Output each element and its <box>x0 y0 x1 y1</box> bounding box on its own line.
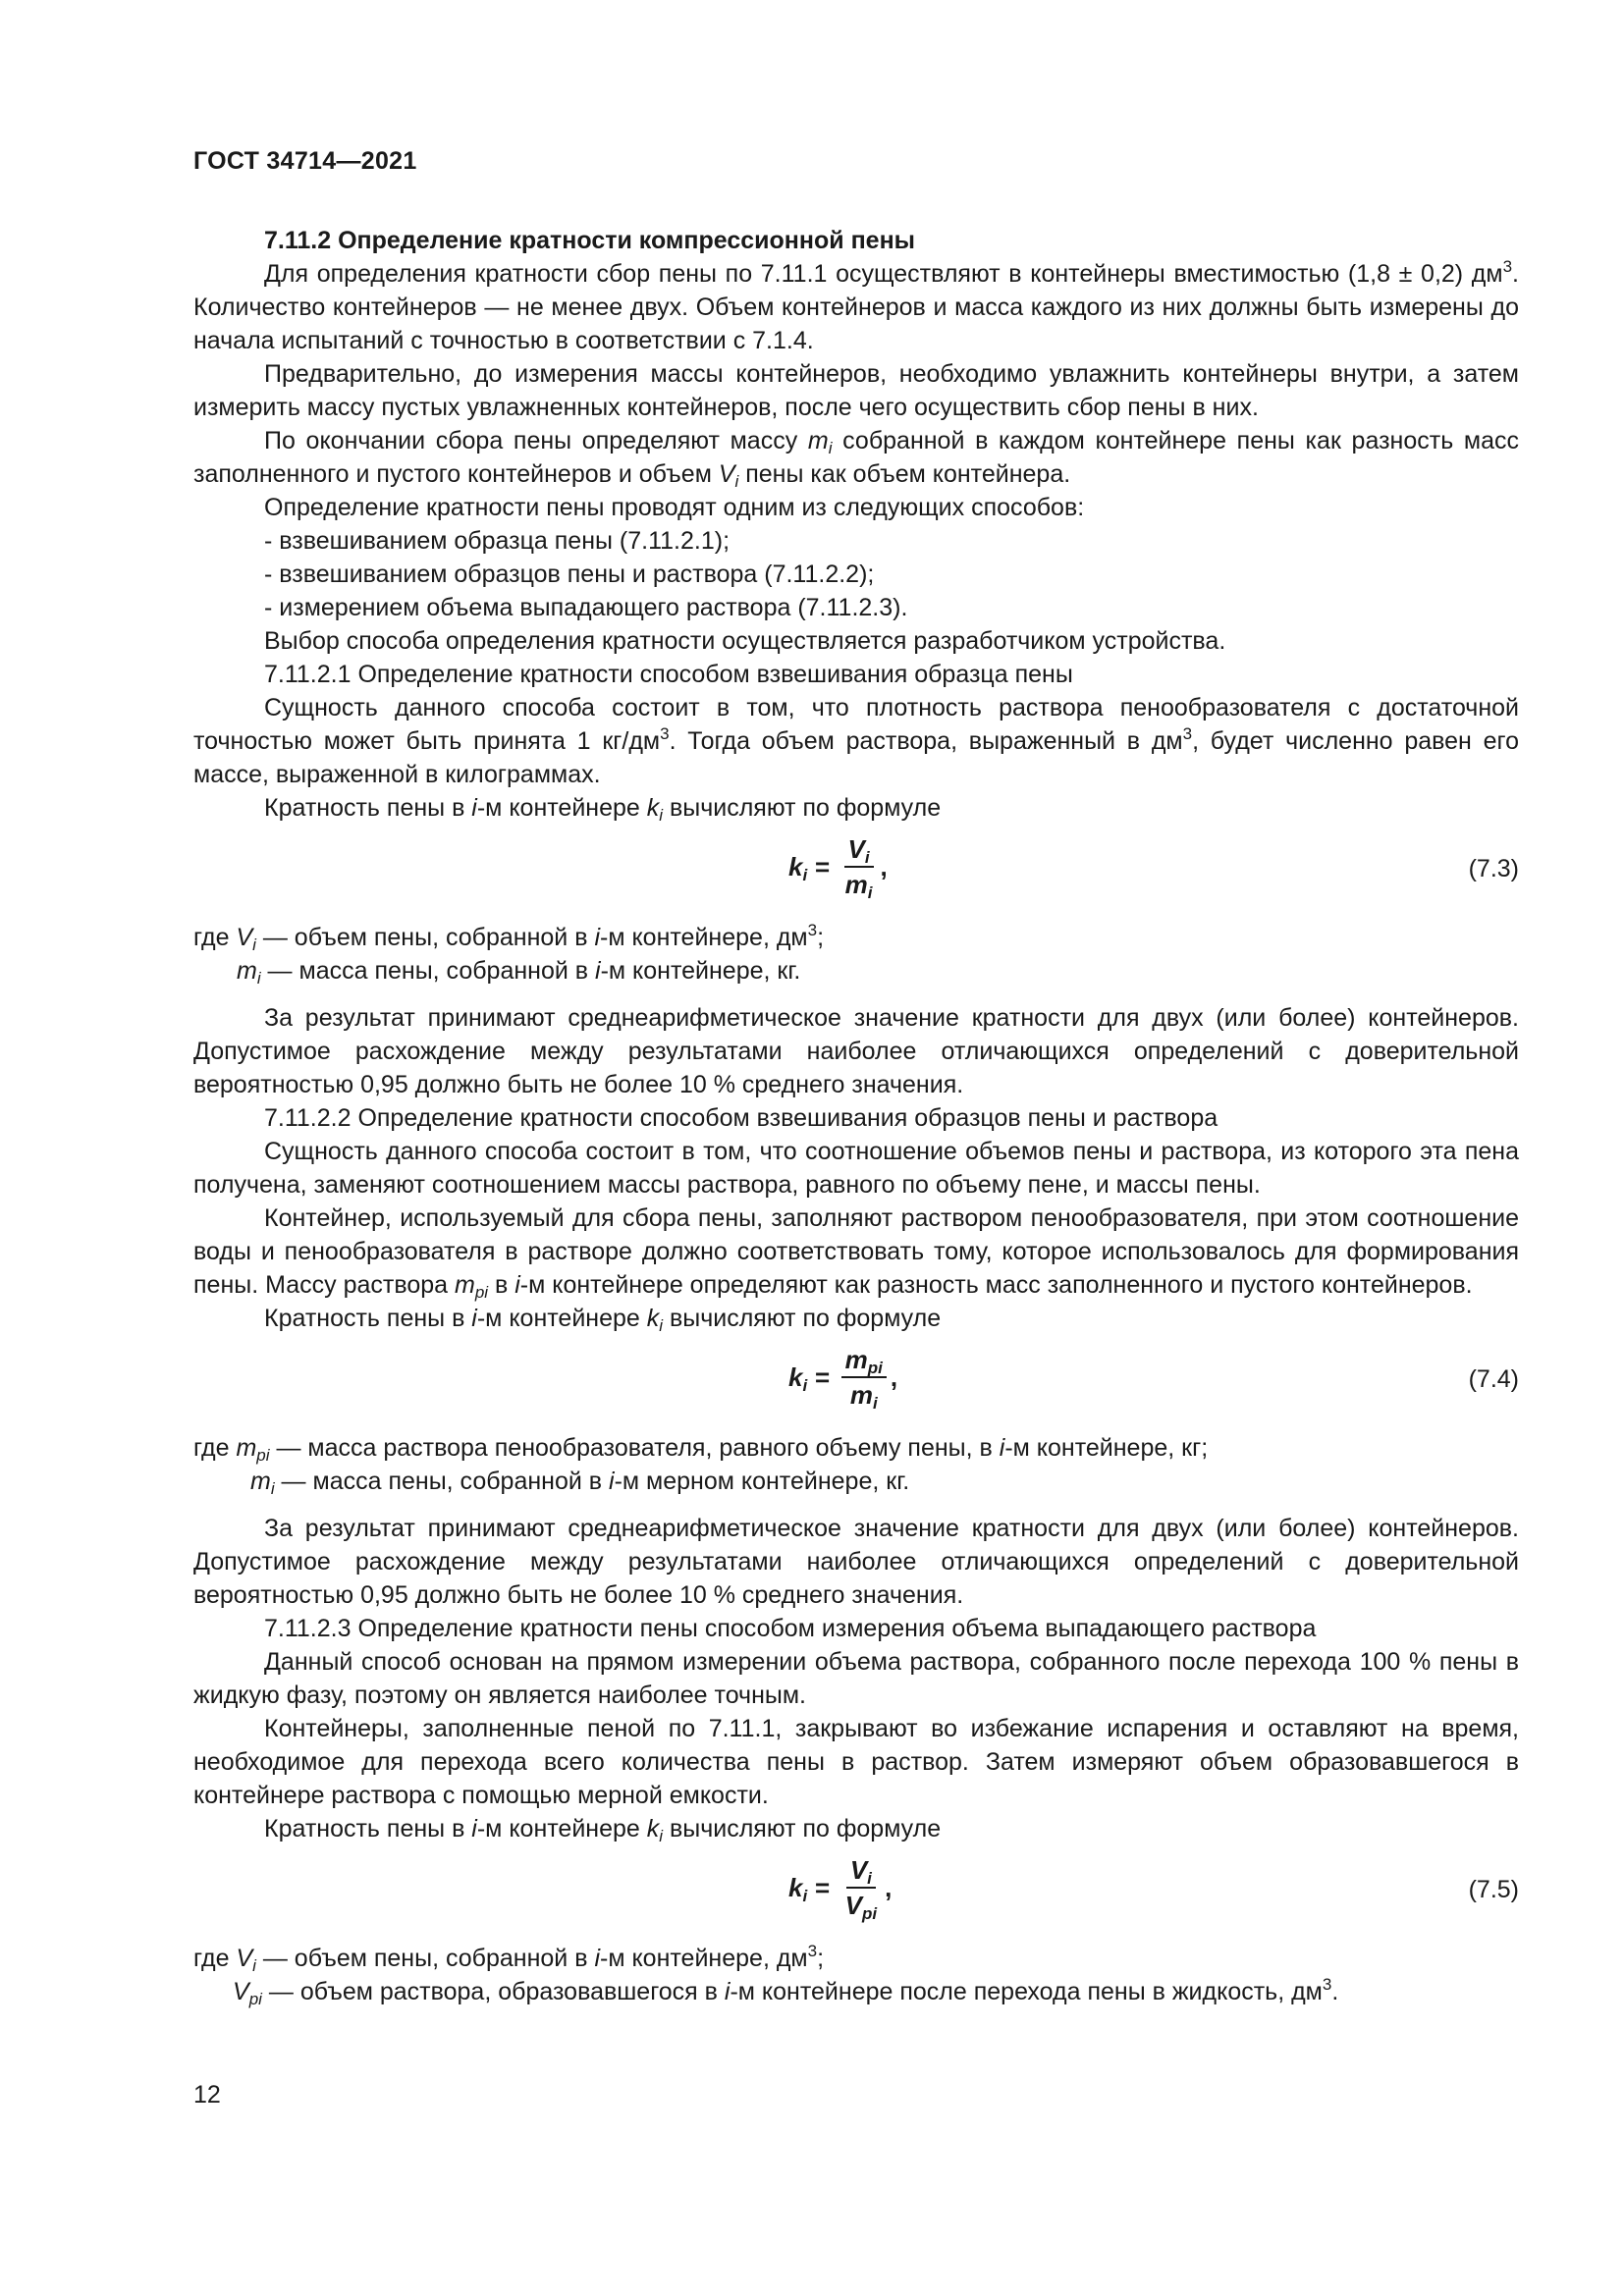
paragraph: Кратность пены в i-м контейнере $k_i$ вычисляют по формуле <box>264 794 942 825</box>
formula-7-3: $k_i$ = $\frac{V_i}{m_i}$ , (7.3) <box>788 834 1519 902</box>
paragraph: По окончании сбора пены определяют массу $m_i$ собранной в каждом контейнере пены как разность масс заполненного и пустого контейнеров и объем $V_i$ пены как объем контейнера. <box>193 427 1519 491</box>
section-title: 7.11.2 Определение кратности компрессионной пены <box>264 227 916 254</box>
where-block: где $m_{pi}$ — масса раствора пенообразователя, равного объему пены, в i-м контейнере, кг; $m_i$ — масса пены, собранной в i-м мерном контейнере, кг. <box>193 1434 1209 1498</box>
paragraph: Сущность данного способа состоит в том, что плотность раствора пенообразователя с достаточной точностью может быть принята 1 $кг/дм^3$. Тогда объем раствора, выраженный в $дм^3$, будет численно равен его массе, выраженной в килограммах. <box>193 694 1520 788</box>
where-block: где $V_i$ — объем пены, собранной в i-м контейнере, $дм^3$; $V_{pi}$ — объем раствора, образовавшегося в i-м контейнере после перехода пены в жидкость, $дм^3$. <box>193 1942 1339 2008</box>
page-body <box>193 224 1519 2008</box>
subsection-title: 7.11.2.2 Определение кратности способом взвешивания образцов пены и раствора <box>264 1104 1218 1132</box>
paragraph: За результат принимают среднеарифметическое значение кратности для двух (или более) контейнеров. Допустимое расхождение между результатами наиболее отличающихся определений с доверительной вероятностью 0,95 должно быть не более 10 % среднего значения. <box>193 1515 1519 1609</box>
equation-number: (7.4) <box>1468 1365 1519 1393</box>
document-code: ГОСТ 34714—2021 <box>193 147 417 175</box>
list-item: - взвешиванием образцов пены и раствора (7.11.2.2); <box>264 561 875 588</box>
list-item: - измерением объема выпадающего раствора (7.11.2.3). <box>264 594 908 621</box>
where-block: где $V_i$ — объем пены, собранной в i-м контейнере, $дм^3$; $m_i$ — масса пены, собранной в i-м контейнере, кг. <box>193 921 825 988</box>
paragraph: Определение кратности пены проводят одним из следующих способов: <box>264 494 1085 521</box>
paragraph: Контейнер, используемый для сбора пены, заполняют раствором пенообразователя, при этом соотношение воды и пенообразователя в растворе должно соответствовать тому, которое использовалось для формирования пены. Массу раствора $m_{pi}$ в i-м контейнере определяют как разность масс заполненного и пустого контейнеров. <box>193 1204 1519 1302</box>
list-item: - взвешиванием образца пены (7.11.2.1); <box>264 527 731 555</box>
paragraph: Предварительно, до измерения массы контейнеров, необходимо увлажнить контейнеры внутри, а затем измерить массу пустых увлажненных контейнеров, после чего осуществить сбор пены в них. <box>193 360 1519 421</box>
paragraph: Сущность данного способа состоит в том, что соотношение объемов пены и раствора, из которого эта пена получена, заменяют соотношением массы раствора, равного по объему пене, и массы пены. <box>193 1138 1519 1199</box>
paragraph: Контейнеры, заполненные пеной по 7.11.1, закрывают во избежание испарения и оставляют на время, необходимое для перехода всего количества пены в раствор. Затем измеряют объем образовавшегося в контейнере раствора с помощью мерной емкости. <box>193 1715 1519 1809</box>
subsection-title: 7.11.2.1 Определение кратности способом взвешивания образца пены <box>264 661 1073 688</box>
equation-number: (7.5) <box>1468 1876 1519 1903</box>
equation-number: (7.3) <box>1468 855 1519 882</box>
paragraph: За результат принимают среднеарифметическое значение кратности для двух (или более) контейнеров. Допустимое расхождение между результатами наиболее отличающихся определений с доверительной вероятностью 0,95 должно быть не более 10 % среднего значения. <box>193 1004 1519 1098</box>
paragraph: Кратность пены в i-м контейнере $k_i$ вычисляют по формуле <box>264 1305 942 1335</box>
paragraph: Выбор способа определения кратности осуществляется разработчиком устройства. <box>264 627 1226 655</box>
page-number: 12 <box>193 2081 221 2109</box>
formula-7-4: $k_i$ = $\frac{m_{pi}}{m_i}$ , (7.4) <box>788 1345 1519 1413</box>
paragraph: Для определения кратности сбор пены по 7.11.1 осуществляют в контейнеры вместимостью (1,8 ± 0,2) $дм^3$. Количество контейнеров — не менее двух. Объем контейнеров и масса каждого из них должны быть измерены до начала испытаний с точностью в соответствии с 7.1.4. <box>193 257 1519 354</box>
paragraph: Данный способ основан на прямом измерении объема раствора, собранного после перехода 100 % пены в жидкую фазу, поэтому он является наиболее точным. <box>193 1648 1519 1709</box>
paragraph: Кратность пены в i-м контейнере $k_i$ вычисляют по формуле <box>264 1815 942 1845</box>
subsection-title: 7.11.2.3 Определение кратности пены способом измерения объема выпадающего раствора <box>264 1615 1317 1642</box>
formula-7-5: $k_i$ = $\frac{V_i}{V_{pi}}$ , (7.5) <box>788 1855 1519 1923</box>
